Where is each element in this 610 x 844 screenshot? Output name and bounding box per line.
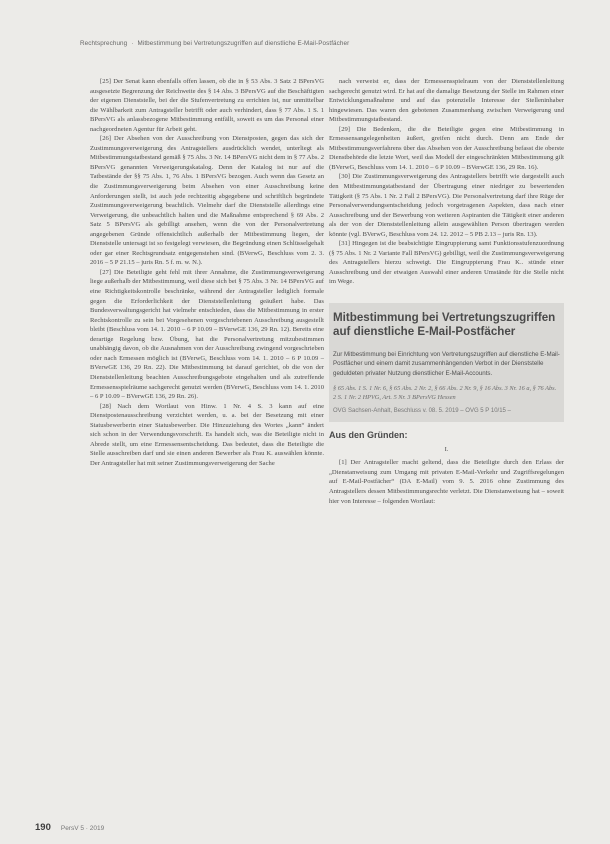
leitsatz: Zur Mitbestimmung bei Einrichtung von Vertretungszugriffen auf dienstliche E-Mail-Postfächer und einem damit zusammenhängenden Verbot in der Dienststelle geduldeten privater Nutzung dienstlicher E-Mail-Accounts. (333, 351, 560, 377)
paragraph-27: [27] Die Beteiligte geht fehl mit ihrer Annahme, die Zustimmungsverweigerung liege außerhalb der Mitbestimmung, weil diese sich bei § 75 Abs. 3 Nr. 14 BPersVG auf eine Richtigkeitskontrolle beschränke, während der Antragsteller lediglich formale gegen die Erforderlichkeit der Dienststellenleitung geäußert habe. Das Bundesverwaltungsgericht hat vielmehr entschieden, dass die Mitbestimmung in erster Rechtskontrolle zu sein bei Vorgesehenen vorgeschriebenen Ausschreibung ausgestellt bleibt (Beschluss vom 14. 1. 2010 – 6 P 10.09 – BVerwGE 136, 29 Rn. 12). Bereits eine derartige Regelung bzw. Übung, hat die Personalvertretung mitzubestimmen unabhängig davon, ob die Ausnahmen von der Ausschreibung zwingend vorgeschrieben oder nach Ermessen möglich ist (BVerwG, Beschluss vom 14. 1. 2010 – 6 P 10.09 – BVerwGE 136, 29 Rn. 22). Die Mitbestimmung ist darauf gerichtet, ob die von der Dienststellenleitung beachten Ausschreibungsgebote eingehalten und als zutreffende Ermessensspielräume sachgerecht genutzt werden (BVerwG, Beschluss vom 14. 1. 2010 – 6 P 10.09 – BVerwGE 136, 29 Rn. 26). (90, 268, 324, 401)
paragraph-28: [28] Nach dem Wortlaut von Hinw. 1 Nr. 4 S. 3 kann auf eine Dienstpostenausschreibung verzichtet werden, u. a. bei der Besetzung mit einer Statusbewerberin einer Statusbewerber. Die Hinzuziehung des Wortes „kann“ ändert sich schon in der Verwendungsvorschrift. Es handelt sich, was die Beteiligte nicht in Abrede stellt, um eine Ermessensentscheidung. Das bedeutet, dass die Beteiligte die Stelle ausschreiben darf und sie einen anderen Bewerber als Frau K. auswählen könnte. Der Antragsteller hat mit seiner Zustimmungsverweigerung der Sache (90, 402, 324, 467)
right-column (329, 77, 564, 812)
paragraph-continuation: nach verweist er, dass der Ermessensspielraum von der Dienststellenleitung sachgerecht genutzt wird. Er hat auf die damalige Besetzung der Stelle im Rahmen einer Entwicklungsmaßnahme und auf das potenzielle Interesse der Stelleninhaber hingewiesen. Das waren den gebotenen Zusammenhang zwischen Verweigerung und Mitbestimmungstatbestand. (329, 78, 564, 124)
journal-issue: PersV 5 · 2019 (60, 825, 105, 832)
gruende-paragraph-1: [1] Der Antragsteller macht geltend, dass die Beteiligte durch den Erlass der „Dienstanweisung zum Umgang mit privaten E-Mail-Verkehr und Zugriffsregelungen auf E-Mail-Postfächer“ (DA E-Mail) vom 9. 5. 2016 ohne Zustimmung des Antragstellers dessen Mitbestimmungsrechte verletzt. Die Dienstanweisung hat – soweit hier von Interesse – folgenden Wortlaut: (329, 459, 564, 505)
paragraph-30: [30] Die Zustimmungsverweigerung des Antragstellers betrifft wie dargestellt auch den Mitbestimmungstatbestand der Übertragung einer niedriger zu bewertenden Tätigkeit (§ 75 Abs. 1 Nr. 2 Fall 2 BPersVG). Die Personalvertretung darf ihre Rüge der Personalverwendungsentscheidung jedoch vorgetragenen Aspekten, dass nach einer Ausschreibung und der Bewerbung von weiteren Aspiranten die Tätigkeit einer anderen als der von der Dienststellenleitung allein ausgewählten Person übertragen werden könnte (vgl. BVerwG, Beschluss vom 24. 12. 2012 – 5 PB 2.13 – juris Rn. 13). (329, 173, 564, 238)
page-footer (35, 817, 104, 835)
paragraph-26: [26] Der Absehen von der Ausschreibung von Dienstposten, gegen das sich der Zustimmungsverweigerung des Antragstellers ausdrücklich wendet, unterliegt als Mitbestimmungstatbestand gemäß § 75 Abs. 3 Nr. 14 BPersVG nicht dem in § 77 Abs. 2 BPersVG genannten Verweigerungskatalog. Denn der Katalog ist nur auf die Tatbestände der §§ 75 Abs. 1, 76 Abs. 1 BPersVG bezogen. Auch wenn das Gesetz an die Zustimmungsverweigerung beim Absehen von einer Ausschreibung keine Anforderungen stellt, ist auch jede rechtzeitig abgegebene und schriftlich begründete Zustimmungsverweigerung beachtlich. Vielmehr darf die Dienststelle allerdings eine Verweigerung, die unbeachtlich halten und die Maßnahme entsprechend § 69 Abs. 2 Satz 5 BPersVG als gebilligt ansehen, wenn die von der Personalvertretung angegebenen Gründe offensichtlich außerhalb der Mitbestimmung liegen, der Dienststelle untersagt ist so festgelegt verwiesen, die Begründung einen Schlüsselgehalt oder gar einer Rechtsgrundsatz entgegenstehen sind. (BVerwG, Beschluss vom 2. 3. 2016 – 5 P 21.15 – juris Rn. 5 f. m. w. N.). (90, 135, 324, 267)
running-head: Rechtsprechung · Mitbestimmung bei Vertretungszugriffen auf dienstliche E-Mail-Postfächer (80, 40, 350, 47)
page-number: 190 (35, 822, 51, 833)
paragraph-25: [25] Der Senat kann ebenfalls offen lassen, ob die in § 53 Abs. 3 Satz 2 BPersVG ausgesetzte Begrenzung der Reichweite des § 14 Abs. 3 BPersVG auf die Beschäftigten der eigenen Dienststelle, bei der die Stufenvertretung zu errichten ist, nur unmittelbar die Wählbarkeit zum Antragsteller betrifft oder auch verhindert, dass § 77 Abs. 1 S. 1 BPersVG als anlassbezogene Mitbestimmung entfällt, soweit es um das Personal einer nachgeordneten Agentur für Arbeit geht. (90, 78, 324, 133)
paragraph-31: [31] Hingegen ist die beabsichtigte Eingruppierung samt Funktionsstufenzuordnung (§ 75 Abs. 1 Nr. 2 Variante Fall BPersVG) gebilligt, weil die Zustimmungsverweigerung des Antragstellers hierzu schweigt. Die Eingruppierung Frau K.. stünde einer Ausschreibung und der etwaigen Auswahl einer anderen Umstände für die Stelle nicht im Wege. (329, 240, 564, 286)
decision-citation: OVG Sachsen-Anhalt, Beschluss v. 08. 5. 2019 – OVG 5 P 10/15 – (333, 408, 511, 415)
decision-title: Mitbestimmung bei Vertretungszugriffen auf dienstliche E-Mail-Postfächer (333, 311, 556, 338)
running-head-topic: Mitbestimmung bei Vertretungszugriffen auf dienstliche E-Mail-Postfächer (137, 40, 350, 47)
section-roman-numeral: I. (444, 445, 449, 453)
decision-summary-box (329, 303, 564, 422)
running-head-section: Rechtsprechung (80, 40, 128, 47)
paragraph-29: [29] Die Bedenken, die die Beteiligte gegen eine Mitbestimmung in Ermessensangelegenheiten äußert, greifen nicht durch. Denn am Ende der Mitbestimmungsverfahrens über das Absehen von der Ausschreibung befasst die oberste Dienstbehörde die letzte Wort, weil das Modell der eingeschränkten Mitbestimmung gilt (BVerwG, Beschluss vom 14. 1. 2010 – 6 P 10.09 – BVerwGE 136, 29 Rn. 16). (329, 125, 564, 171)
gruende-heading: Aus den Gründen: (329, 430, 408, 441)
norms-reference: § 65 Abs. 1 S. 1 Nr. 6, § 65 Abs. 2 Nr. 2, § 66 Abs. 2 Nr. 9, § 16 Abs. 3 Nr. 16 a, § 76 Abs. 2 S. 1 Nr. 2 HPVG, Art. 5 Nr. 3 BPersVG Hessen (333, 384, 557, 402)
left-column (90, 77, 324, 817)
